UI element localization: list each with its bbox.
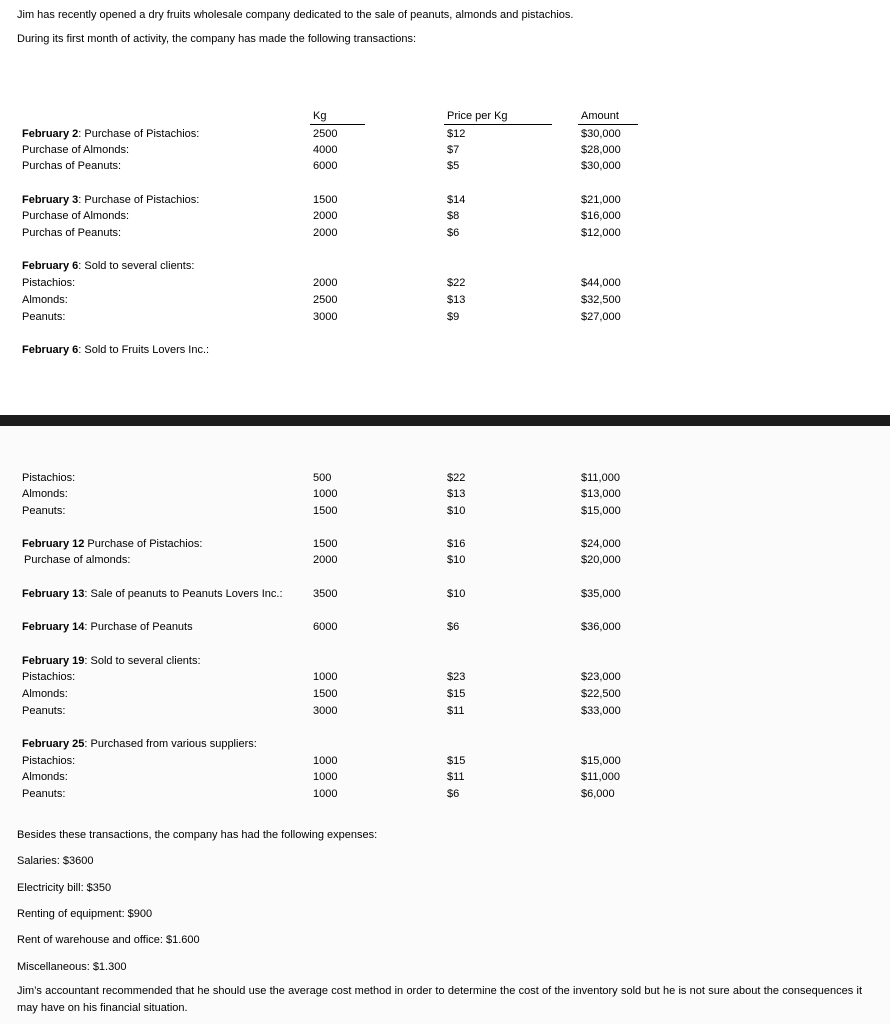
closing-paragraph: Jim’s accountant recommended that he should use the average cost method in order to determine the cost of the inventory sold but he is not sure about the consequences it may have on his financial situation. (17, 985, 862, 1014)
cell-amount: $6,000 (581, 788, 615, 800)
cell-kg: 2000 (313, 210, 338, 222)
feb14-title: February 14: Purchase of Peanuts (22, 621, 193, 633)
cell-price: $11 (447, 771, 465, 783)
date-label: February 25 (22, 738, 85, 750)
date-label: February 3 (22, 194, 79, 206)
screenshot-divider-bar (0, 415, 890, 426)
cell-price: $11 (447, 705, 465, 717)
row-label: Peanuts: (22, 705, 66, 717)
cell-price: $14 (447, 194, 466, 206)
cell-kg: 3000 (313, 705, 338, 717)
cell-price: $12 (447, 128, 466, 140)
cell-amount: $22,500 (581, 688, 621, 700)
cell-amount: $11,000 (581, 771, 620, 783)
row-label: Purchase of Almonds: (22, 144, 130, 156)
cell-kg: 4000 (313, 144, 338, 156)
cell-amount: $36,000 (581, 621, 621, 633)
expense-item: Salaries: $3600 (17, 855, 94, 867)
cell-price: $9 (447, 311, 460, 323)
row-label: Almonds: (22, 488, 68, 500)
expense-item: Miscellaneous: $1.300 (17, 961, 127, 973)
cell-kg: 1000 (313, 788, 338, 800)
cell-kg: 2500 (313, 128, 338, 140)
date-label: February 2 (22, 128, 79, 140)
cell-kg: 1500 (313, 538, 338, 550)
cell-kg: 1500 (313, 194, 338, 206)
cell-kg: 6000 (313, 621, 338, 633)
cell-amount: $30,000 (581, 128, 621, 140)
cell-amount: $35,000 (581, 588, 621, 600)
cell-amount: $23,000 (581, 671, 621, 683)
feb12-title: February 12 Purchase of Pistachios: (22, 538, 203, 550)
cell-price: $16 (447, 538, 466, 550)
cell-price: $10 (447, 588, 466, 600)
cell-kg: 3500 (313, 588, 338, 600)
cell-price: $13 (447, 488, 466, 500)
row-label: Purchase of almonds: (24, 554, 131, 566)
date-label: February 13 (22, 588, 85, 600)
cell-kg: 1000 (313, 671, 338, 683)
cell-kg: 3000 (313, 311, 338, 323)
date-label: February 19 (22, 655, 85, 667)
cell-price: $10 (447, 554, 466, 566)
cell-amount: $27,000 (581, 311, 621, 323)
cell-price: $5 (447, 160, 460, 172)
row-label: Peanuts: (22, 505, 66, 517)
cell-kg: 1000 (313, 488, 338, 500)
cell-price: $22 (447, 472, 466, 484)
cell-kg: 1500 (313, 505, 338, 517)
cell-amount: $30,000 (581, 160, 621, 172)
feb19-title: February 19: Sold to several clients: (22, 655, 201, 667)
cell-kg: 500 (313, 472, 332, 484)
header-price: Price per Kg (447, 110, 508, 122)
header-price-underline (444, 124, 552, 125)
cell-amount: $13,000 (581, 488, 621, 500)
date-label: February 6 (22, 344, 79, 356)
feb3-title: February 3: Purchase of Pistachios: (22, 194, 200, 206)
cell-amount: $12,000 (581, 227, 621, 239)
bottom-document-panel (0, 426, 890, 1024)
cell-kg: 2000 (313, 277, 338, 289)
cell-kg: 1500 (313, 688, 338, 700)
cell-amount: $21,000 (581, 194, 621, 206)
row-label: Purchas of Peanuts: (22, 227, 122, 239)
feb13-title: February 13: Sale of peanuts to Peanuts Lovers Inc.: (22, 588, 283, 600)
cell-price: $13 (447, 294, 466, 306)
feb6-fruit-lovers-title: February 6: Sold to Fruits Lovers Inc.: (22, 344, 210, 356)
feb6-title: February 6: Sold to several clients: (22, 260, 195, 272)
cell-kg: 6000 (313, 160, 338, 172)
row-label: Pistachios: (22, 277, 76, 289)
cell-kg: 1000 (313, 755, 338, 767)
cell-price: $15 (447, 688, 466, 700)
expense-item: Renting of equipment: $900 (17, 908, 153, 920)
row-label: Almonds: (22, 771, 68, 783)
cell-price: $7 (447, 144, 460, 156)
intro-line-1: Jim has recently opened a dry fruits wholesale company dedicated to the sale of peanuts, almonds and pistachios. (17, 9, 574, 21)
cell-amount: $24,000 (581, 538, 621, 550)
date-label: February 6 (22, 260, 79, 272)
row-label: Purchas of Peanuts: (22, 160, 122, 172)
cell-amount: $33,000 (581, 705, 621, 717)
cell-amount: $32,500 (581, 294, 621, 306)
date-label: February 12 (22, 538, 85, 550)
expense-item: Rent of warehouse and office: $1.600 (17, 934, 200, 946)
cell-price: $23 (447, 671, 466, 683)
row-label: Pistachios: (22, 755, 76, 767)
row-label: Purchase of Almonds: (22, 210, 130, 222)
feb2-title: February 2: Purchase of Pistachios: (22, 128, 200, 140)
cell-amount: $44,000 (581, 277, 621, 289)
expenses-intro: Besides these transactions, the company has had the following expenses: (17, 829, 378, 841)
cell-amount: $15,000 (581, 755, 621, 767)
row-label: Peanuts: (22, 788, 66, 800)
header-amount: Amount (581, 110, 619, 122)
cell-price: $6 (447, 227, 460, 239)
row-label: Almonds: (22, 688, 68, 700)
cell-price: $6 (447, 788, 460, 800)
top-document-panel (0, 0, 890, 415)
row-label: Peanuts: (22, 311, 66, 323)
row-label: Pistachios: (22, 472, 76, 484)
cell-amount: $15,000 (581, 505, 621, 517)
cell-kg: 2000 (313, 554, 338, 566)
intro-line-2: During its first month of activity, the company has made the following transactions: (17, 33, 417, 45)
header-kg: Kg (313, 110, 327, 122)
cell-price: $22 (447, 277, 466, 289)
cell-amount: $16,000 (581, 210, 621, 222)
row-label: Pistachios: (22, 671, 76, 683)
cell-price: $10 (447, 505, 466, 517)
cell-amount: $20,000 (581, 554, 621, 566)
cell-amount: $11,000 (581, 472, 620, 484)
cell-price: $8 (447, 210, 460, 222)
expense-item: Electricity bill: $350 (17, 882, 112, 894)
row-label: Almonds: (22, 294, 68, 306)
date-label: February 14 (22, 621, 85, 633)
cell-kg: 1000 (313, 771, 338, 783)
cell-price: $15 (447, 755, 466, 767)
feb25-title: February 25: Purchased from various suppliers: (22, 738, 257, 750)
header-amount-underline (578, 124, 638, 125)
header-kg-underline (310, 124, 365, 125)
cell-kg: 2500 (313, 294, 338, 306)
cell-kg: 2000 (313, 227, 338, 239)
cell-amount: $28,000 (581, 144, 621, 156)
cell-price: $6 (447, 621, 460, 633)
